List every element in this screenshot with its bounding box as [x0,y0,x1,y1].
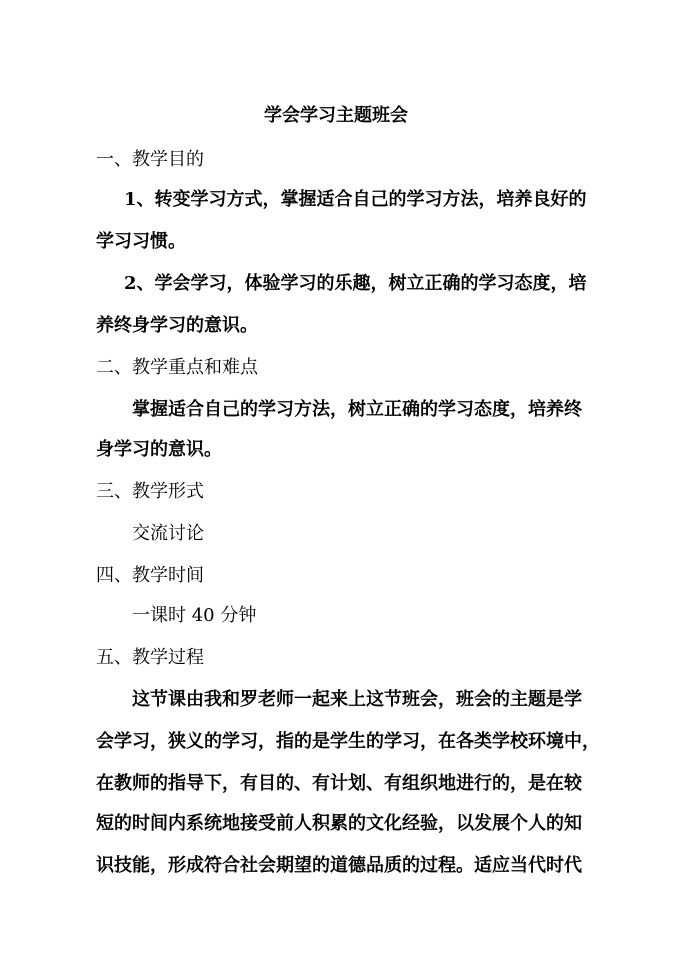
paragraph-line: 掌握适合自己的学习方法，树立正确的学习态度，培养终 [132,399,582,420]
section-heading-4: 四、教学时间 [96,565,204,586]
paragraph-line: 养终身学习的意识。 [96,315,258,336]
paragraph-line: 这节课由我和罗老师一起来上这节班会，班会的主题是学 [132,689,582,710]
paragraph-line: 短的时间内系统地接受前人积累的文化经验，以发展个人的知 [96,813,582,834]
paragraph-line: 在教师的指导下，有目的、有计划、有组织地进行的，是在较 [96,773,582,794]
paragraph-line: 会学习，狭义的学习，指的是学生的学习，在各类学校环境中， [96,731,600,752]
paragraph-line: 交流讨论 [132,523,204,544]
section-heading-1: 一、教学目的 [96,149,204,170]
paragraph-line: 2、学会学习，体验学习的乐趣，树立正确的学习态度，培 [124,273,587,294]
section-heading-5: 五、教学过程 [96,647,204,668]
paragraph-line: 识技能，形成符合社会期望的道德品质的过程。适应当代时代 [96,855,582,876]
document-title: 学会学习主题班会 [264,105,408,126]
section-heading-2: 二、教学重点和难点 [96,357,258,378]
paragraph-line: 1、转变学习方式，掌握适合自己的学习方法，培养良好的 [124,189,587,210]
section-heading-3: 三、教学形式 [96,481,204,502]
paragraph-line: 学习习惯。 [96,231,186,252]
paragraph-line: 一课时 40 分钟 [132,605,257,626]
paragraph-line: 身学习的意识。 [96,439,222,460]
